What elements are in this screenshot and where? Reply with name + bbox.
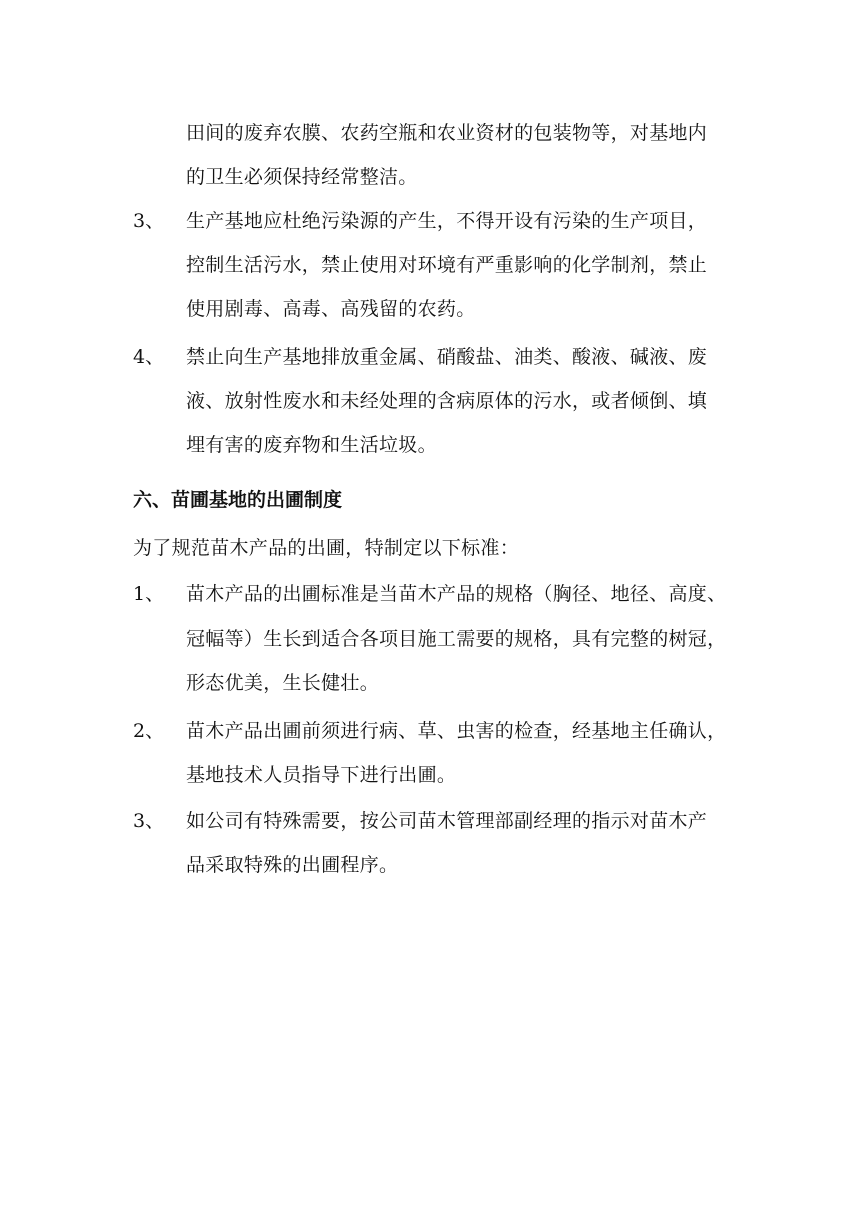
s6-item-3-line-2: 品采取特殊的出圃程序。: [186, 854, 399, 876]
item-2-line-2: 的卫生必须保持经常整洁。: [186, 166, 418, 188]
item-3-number: 3、: [133, 210, 165, 232]
s6-item-1-line-3: 形态优美，生长健壮。: [186, 672, 380, 694]
s6-item-1-line-1: 苗木产品的出圃标准是当苗木产品的规格（胸径、地径、高度、: [186, 583, 727, 605]
item-4-line-1: 禁止向生产基地排放重金属、硝酸盐、油类、酸液、碱液、废: [186, 346, 708, 368]
section-6-heading: 六、苗圃基地的出圃制度: [133, 489, 343, 511]
section-6-intro: 为了规范苗木产品的出圃，特制定以下标准：: [133, 537, 520, 559]
item-4-number: 4、: [133, 346, 165, 368]
item-3-line-3: 使用剧毒、高毒、高残留的农药。: [186, 298, 476, 320]
s6-item-2-line-1: 苗木产品出圃前须进行病、草、虫害的检查，经基地主任确认，: [186, 720, 727, 742]
item-4-line-2: 液、放射性废水和未经处理的含病原体的污水，或者倾倒、填: [186, 390, 708, 412]
item-3-line-1: 生产基地应杜绝污染源的产生，不得开设有污染的生产项目，: [186, 210, 708, 232]
item-4-line-3: 埋有害的废弃物和生活垃圾。: [186, 434, 437, 456]
item-2-line-1: 田间的废弃农膜、农药空瓶和农业资材的包装物等，对基地内: [186, 122, 708, 144]
s6-item-3-number: 3、: [133, 810, 165, 832]
s6-item-3-line-1: 如公司有特殊需要，按公司苗木管理部副经理的指示对苗木产: [186, 810, 708, 832]
s6-item-2-line-2: 基地技术人员指导下进行出圃。: [186, 764, 457, 786]
item-3-line-2: 控制生活污水，禁止使用对环境有严重影响的化学制剂，禁止: [186, 254, 708, 276]
s6-item-2-number: 2、: [133, 720, 165, 742]
s6-item-1-line-2: 冠幅等）生长到适合各项目施工需要的规格，具有完整的树冠，: [186, 628, 727, 650]
s6-item-1-number: 1、: [133, 583, 165, 605]
